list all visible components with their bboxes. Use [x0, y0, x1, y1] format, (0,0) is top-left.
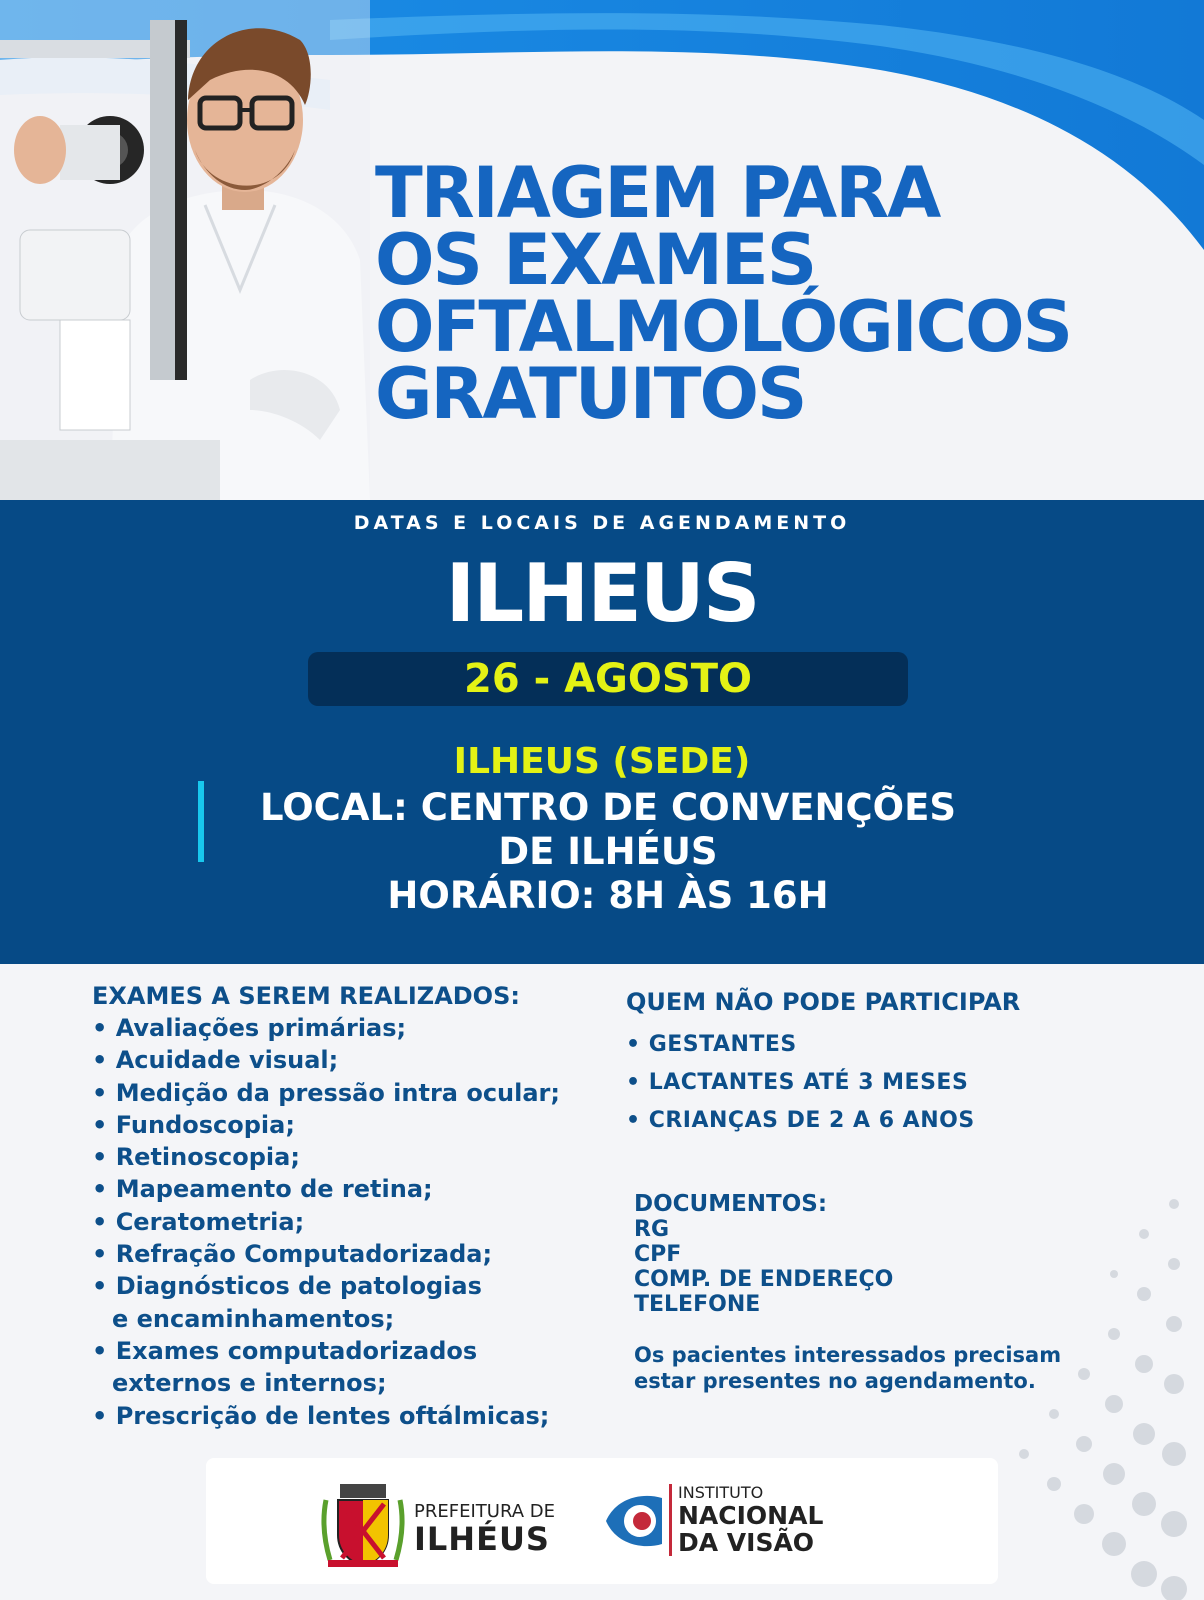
- event-date: 26 - AGOSTO: [463, 656, 752, 702]
- restrictions-block: [626, 988, 1020, 1140]
- list-item: • Medição da pressão intra ocular;: [92, 1078, 560, 1107]
- venue-line: HORÁRIO: 8H ÀS 16H: [387, 874, 829, 917]
- date-box: [308, 652, 908, 706]
- document-item: RG: [634, 1217, 669, 1242]
- document-item: TELEFONE: [634, 1292, 761, 1317]
- instituto-line2: NACIONAL: [678, 1501, 824, 1530]
- list-item: • Acuidade visual;: [92, 1046, 339, 1075]
- list-item: • Avaliações primárias;: [92, 1014, 407, 1042]
- attendance-note: [634, 1342, 1061, 1394]
- note-line: estar presentes no agendamento.: [634, 1369, 1036, 1393]
- sponsor-logos: [206, 1458, 998, 1584]
- title-line: OFTALMOLÓGICOS: [375, 286, 1071, 368]
- doctor-photo: [0, 0, 370, 500]
- exams-list-block: [92, 982, 560, 1432]
- venue-line: DE ILHÉUS: [498, 830, 718, 873]
- instituto-line3: DA VISÃO: [678, 1528, 815, 1557]
- document-item: CPF: [634, 1242, 682, 1267]
- venue-heading: ILHEUS (SEDE): [453, 741, 751, 782]
- info-section: [0, 964, 1204, 1600]
- continuation-text: externos e internos;: [112, 1369, 387, 1398]
- list-item-continuation: [92, 1367, 560, 1399]
- schedule-subtitle: DATAS E LOCAIS DE AGENDAMENTO: [353, 512, 851, 534]
- list-item: • GESTANTES: [626, 1032, 797, 1057]
- documents-heading: DOCUMENTOS:: [634, 1191, 828, 1217]
- continuation-text: e encaminhamentos;: [112, 1304, 395, 1333]
- venue-line: LOCAL: CENTRO DE CONVENÇÕES: [259, 786, 957, 829]
- document-item: COMP. DE ENDEREÇO: [634, 1267, 894, 1292]
- list-item: • CRIANÇAS DE 2 A 6 ANOS: [626, 1108, 975, 1133]
- restrictions-heading: QUEM NÃO PODE PARTICIPAR: [626, 988, 1021, 1016]
- prefeitura-logo-text: [414, 1502, 555, 1556]
- documents-block: [634, 1192, 893, 1317]
- prefeitura-line2: ILHÉUS: [414, 1520, 550, 1558]
- list-item-continuation: [92, 1303, 560, 1335]
- instituto-logo-text: [669, 1484, 823, 1556]
- list-item: • Mapeamento de retina;: [92, 1175, 433, 1204]
- list-item: • Diagnósticos de patologias: [92, 1272, 482, 1301]
- event-title: [375, 152, 1071, 435]
- hero-section: [0, 0, 1204, 500]
- eye-logo-icon: [602, 1488, 664, 1554]
- list-item: • Refração Computadorizada;: [92, 1240, 493, 1269]
- title-line: OS EXAMES: [375, 219, 816, 301]
- venue-details: [0, 786, 1204, 918]
- prefeitura-line1: PREFEITURA DE: [414, 1501, 555, 1522]
- prefeitura-crest-icon: [318, 1480, 408, 1568]
- schedule-band: [0, 500, 1204, 964]
- list-item: • Ceratometria;: [92, 1207, 305, 1236]
- instituto-line1: INSTITUTO: [678, 1483, 764, 1502]
- list-item: • LACTANTES ATÉ 3 MESES: [626, 1070, 969, 1095]
- list-item: • Prescrição de lentes oftálmicas;: [92, 1401, 550, 1430]
- title-line: GRATUITOS: [375, 353, 806, 435]
- list-item: • Exames computadorizados: [92, 1336, 478, 1365]
- title-line: TRIAGEM PARA: [375, 152, 940, 234]
- city-name: ILHEUS: [445, 547, 759, 640]
- exams-heading: EXAMES A SEREM REALIZADOS:: [92, 982, 520, 1010]
- list-item: • Fundoscopia;: [92, 1110, 295, 1139]
- note-line: Os pacientes interessados precisam: [634, 1343, 1062, 1367]
- list-item: • Retinoscopia;: [92, 1143, 300, 1172]
- exams-list: [92, 1012, 560, 1432]
- restrictions-list: [626, 1026, 1020, 1140]
